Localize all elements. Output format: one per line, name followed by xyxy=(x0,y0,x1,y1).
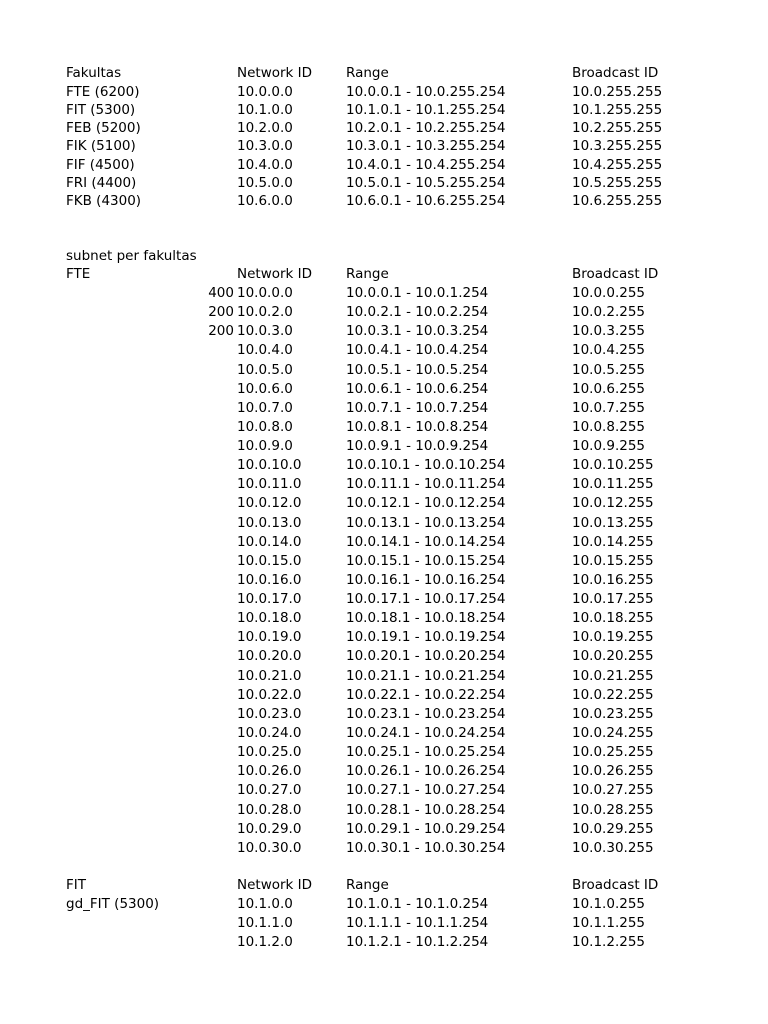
table-row xyxy=(0,686,768,705)
col-header-range: Range xyxy=(346,65,389,81)
table-row xyxy=(0,781,768,800)
cell-range: 10.1.0.1 - 10.1.255.254 xyxy=(346,101,506,118)
cell-broadcast-id: 10.0.28.255 xyxy=(572,801,654,818)
cell-broadcast-id: 10.0.30.255 xyxy=(572,839,654,856)
cell-broadcast-id: 10.0.3.255 xyxy=(572,323,645,340)
cell-network-id: 10.1.0.0 xyxy=(237,101,293,118)
cell-range: 10.0.11.1 - 10.0.11.254 xyxy=(346,476,506,493)
cell-broadcast-id: 10.0.24.255 xyxy=(572,724,654,741)
cell-broadcast-id: 10.0.13.255 xyxy=(572,514,654,531)
cell-broadcast-id: 10.0.4.255 xyxy=(572,342,645,359)
fte-label: FTE xyxy=(66,266,91,282)
table-row xyxy=(0,361,768,380)
cell-network-id: 10.0.5.0 xyxy=(237,361,293,378)
table-row xyxy=(0,514,768,533)
cell-network-id: 10.0.3.0 xyxy=(237,323,293,340)
cell-broadcast-id: 10.0.18.255 xyxy=(572,610,654,627)
table-row xyxy=(0,418,768,437)
cell-range: 10.0.27.1 - 10.0.27.254 xyxy=(346,782,506,799)
cell-range: 10.0.5.1 - 10.0.5.254 xyxy=(346,361,489,378)
table-row xyxy=(0,322,768,341)
col-header-network-id: Network ID xyxy=(237,266,313,282)
cell-range: 10.0.19.1 - 10.0.19.254 xyxy=(346,629,506,646)
cell-broadcast-id: 10.0.15.255 xyxy=(572,552,654,569)
cell-broadcast-id: 10.0.6.255 xyxy=(572,380,645,397)
table-row xyxy=(0,475,768,494)
cell-range: 10.0.14.1 - 10.0.14.254 xyxy=(346,533,506,550)
cell-network-id: 10.0.14.0 xyxy=(237,533,302,550)
cell-range: 10.6.0.1 - 10.6.255.254 xyxy=(346,193,506,210)
cell-network-id: 10.0.8.0 xyxy=(237,418,293,435)
cell-faculty: FKB (4300) xyxy=(66,193,142,210)
cell-network-id: 10.0.24.0 xyxy=(237,724,302,741)
cell-range: 10.0.23.1 - 10.0.23.254 xyxy=(346,705,506,722)
cell-range: 10.1.0.1 - 10.1.0.254 xyxy=(346,896,489,912)
cell-network-id: 10.0.18.0 xyxy=(237,610,302,627)
table-row xyxy=(0,647,768,666)
cell-broadcast-id: 10.0.7.255 xyxy=(572,399,645,416)
cell-network-id: 10.0.4.0 xyxy=(237,342,293,359)
cell-range: 10.1.2.1 - 10.1.2.254 xyxy=(346,934,489,950)
cell-network-id: 10.0.13.0 xyxy=(237,514,302,531)
cell-range: 10.0.3.1 - 10.0.3.254 xyxy=(346,323,489,340)
table-row xyxy=(0,801,768,820)
table-row xyxy=(0,724,768,743)
cell-broadcast-id: 10.2.255.255 xyxy=(572,120,663,137)
cell-broadcast-id: 10.0.0.255 xyxy=(572,285,645,301)
col-header-network-id: Network ID xyxy=(237,65,313,81)
col-header-range: Range xyxy=(346,877,389,893)
cell-range: 10.0.20.1 - 10.0.20.254 xyxy=(346,648,506,665)
table-row xyxy=(0,895,768,914)
col-header-broadcast-id: Broadcast ID xyxy=(572,65,659,81)
cell-broadcast-id: 10.3.255.255 xyxy=(572,138,663,155)
table-row xyxy=(0,284,768,303)
cell-broadcast-id: 10.0.21.255 xyxy=(572,667,654,684)
cell-network-id: 10.1.0.0 xyxy=(237,896,293,912)
cell-broadcast-id: 10.0.19.255 xyxy=(572,629,654,646)
fte-header-row xyxy=(0,265,768,284)
cell-range: 10.2.0.1 - 10.2.255.254 xyxy=(346,120,506,137)
cell-network-id: 10.1.2.0 xyxy=(237,934,293,950)
cell-network-id: 10.0.9.0 xyxy=(237,438,293,455)
table-row xyxy=(0,839,768,858)
cell-broadcast-id: 10.0.20.255 xyxy=(572,648,654,665)
cell-range: 10.0.22.1 - 10.0.22.254 xyxy=(346,686,506,703)
cell-broadcast-id: 10.0.17.255 xyxy=(572,591,654,608)
table-row xyxy=(0,743,768,762)
cell-range: 10.0.15.1 - 10.0.15.254 xyxy=(346,552,506,569)
cell-network-id: 10.6.0.0 xyxy=(237,193,293,210)
cell-broadcast-id: 10.0.11.255 xyxy=(572,476,654,493)
cell-network-id: 10.0.26.0 xyxy=(237,763,302,780)
cell-network-id: 10.0.25.0 xyxy=(237,744,302,761)
cell-range: 10.0.10.1 - 10.0.10.254 xyxy=(346,457,506,474)
table-row xyxy=(0,156,768,175)
table-row xyxy=(0,494,768,513)
cell-range: 10.0.16.1 - 10.0.16.254 xyxy=(346,571,506,588)
cell-network-id: 10.0.16.0 xyxy=(237,571,302,588)
cell-network-id: 10.0.0.0 xyxy=(237,285,293,301)
cell-broadcast-id: 10.5.255.255 xyxy=(572,175,663,191)
cell-host-count: 200 xyxy=(208,323,234,340)
cell-range: 10.0.30.1 - 10.0.30.254 xyxy=(346,839,506,856)
cell-broadcast-id: 10.0.29.255 xyxy=(572,820,654,837)
cell-range: 10.4.0.1 - 10.4.255.254 xyxy=(346,156,506,173)
cell-range: 10.1.1.1 - 10.1.1.254 xyxy=(346,915,489,931)
cell-network-id: 10.0.17.0 xyxy=(237,591,302,608)
cell-broadcast-id: 10.0.10.255 xyxy=(572,457,654,474)
cell-faculty: FIF (4500) xyxy=(66,156,135,173)
table-row xyxy=(0,762,768,781)
cell-network-id: 10.3.0.0 xyxy=(237,138,293,155)
cell-network-id: 10.0.2.0 xyxy=(237,304,293,321)
cell-broadcast-id: 10.1.2.255 xyxy=(572,934,645,950)
table-row xyxy=(0,628,768,647)
cell-range: 10.0.13.1 - 10.0.13.254 xyxy=(346,514,506,531)
cell-network-id: 10.0.6.0 xyxy=(237,380,293,397)
cell-range: 10.0.21.1 - 10.0.21.254 xyxy=(346,667,506,684)
cell-network-id: 10.0.20.0 xyxy=(237,648,302,665)
cell-host-count: 200 xyxy=(208,304,234,321)
cell-broadcast-id: 10.4.255.255 xyxy=(572,156,663,173)
cell-range: 10.0.8.1 - 10.0.8.254 xyxy=(346,418,489,435)
cell-network-id: 10.0.22.0 xyxy=(237,686,302,703)
cell-broadcast-id: 10.1.255.255 xyxy=(572,101,663,118)
col-header-broadcast-id: Broadcast ID xyxy=(572,877,659,893)
cell-range: 10.0.6.1 - 10.0.6.254 xyxy=(346,380,489,397)
table-row xyxy=(0,437,768,456)
table-row xyxy=(0,533,768,552)
fit-header-row xyxy=(0,876,768,895)
table-row xyxy=(0,456,768,475)
cell-network-id: 10.5.0.0 xyxy=(237,175,293,191)
cell-faculty: FIT (5300) xyxy=(66,101,136,118)
cell-range: 10.0.29.1 - 10.0.29.254 xyxy=(346,820,506,837)
cell-faculty: FIK (5100) xyxy=(66,138,136,155)
cell-network-id: 10.0.15.0 xyxy=(237,552,302,569)
table-row xyxy=(0,137,768,156)
cell-broadcast-id: 10.0.27.255 xyxy=(572,782,654,799)
cell-broadcast-id: 10.0.255.255 xyxy=(572,83,663,100)
cell-range: 10.0.18.1 - 10.0.18.254 xyxy=(346,610,506,627)
cell-broadcast-id: 10.0.26.255 xyxy=(572,763,654,780)
cell-range: 10.0.2.1 - 10.0.2.254 xyxy=(346,304,489,321)
cell-network-id: 10.0.10.0 xyxy=(237,457,302,474)
cell-host-count: 400 xyxy=(208,285,234,301)
col-header-range: Range xyxy=(346,266,389,282)
table-row xyxy=(0,571,768,590)
cell-network-id: 10.1.1.0 xyxy=(237,915,293,931)
col-header-fakultas: Fakultas xyxy=(66,65,122,81)
cell-faculty: FTE (6200) xyxy=(66,83,140,100)
cell-range: 10.0.17.1 - 10.0.17.254 xyxy=(346,591,506,608)
cell-broadcast-id: 10.0.5.255 xyxy=(572,361,645,378)
cell-network-id: 10.2.0.0 xyxy=(237,120,293,137)
cell-network-id: 10.0.23.0 xyxy=(237,705,302,722)
col-header-network-id: Network ID xyxy=(237,877,313,893)
table-row xyxy=(0,380,768,399)
table-row xyxy=(0,174,768,193)
table-row xyxy=(0,119,768,138)
table-row xyxy=(0,83,768,102)
cell-broadcast-id: 10.6.255.255 xyxy=(572,193,663,210)
table-row xyxy=(0,552,768,571)
cell-range: 10.0.24.1 - 10.0.24.254 xyxy=(346,724,506,741)
cell-network-id: 10.0.0.0 xyxy=(237,83,293,100)
cell-broadcast-id: 10.0.12.255 xyxy=(572,495,654,512)
cell-network-id: 10.0.29.0 xyxy=(237,820,302,837)
cell-broadcast-id: 10.0.14.255 xyxy=(572,533,654,550)
cell-range: 10.0.26.1 - 10.0.26.254 xyxy=(346,763,506,780)
table-row xyxy=(0,933,768,952)
table-row xyxy=(0,399,768,418)
cell-faculty: FEB (5200) xyxy=(66,120,141,137)
subnet-section-title: subnet per fakultas xyxy=(66,248,197,264)
cell-network-id: 10.4.0.0 xyxy=(237,156,293,173)
col-header-broadcast-id: Broadcast ID xyxy=(572,266,659,282)
cell-broadcast-id: 10.0.16.255 xyxy=(572,571,654,588)
cell-range: 10.0.25.1 - 10.0.25.254 xyxy=(346,744,506,761)
cell-range: 10.0.7.1 - 10.0.7.254 xyxy=(346,399,489,416)
fit-label: FIT xyxy=(66,877,86,893)
cell-range: 10.0.12.1 - 10.0.12.254 xyxy=(346,495,506,512)
cell-broadcast-id: 10.0.23.255 xyxy=(572,705,654,722)
table-row xyxy=(0,667,768,686)
table-row xyxy=(0,820,768,839)
cell-subnet-name: gd_FIT (5300) xyxy=(66,896,160,912)
cell-range: 10.0.28.1 - 10.0.28.254 xyxy=(346,801,506,818)
table-row xyxy=(0,705,768,724)
cell-network-id: 10.0.21.0 xyxy=(237,667,302,684)
cell-broadcast-id: 10.0.9.255 xyxy=(572,438,645,455)
cell-range: 10.0.0.1 - 10.0.255.254 xyxy=(346,83,506,100)
table-row xyxy=(0,914,768,933)
cell-range: 10.5.0.1 - 10.5.255.254 xyxy=(346,175,506,191)
cell-broadcast-id: 10.0.8.255 xyxy=(572,418,645,435)
cell-network-id: 10.0.12.0 xyxy=(237,495,302,512)
cell-broadcast-id: 10.0.25.255 xyxy=(572,744,654,761)
cell-range: 10.0.9.1 - 10.0.9.254 xyxy=(346,438,489,455)
cell-broadcast-id: 10.1.1.255 xyxy=(572,915,645,931)
cell-range: 10.0.0.1 - 10.0.1.254 xyxy=(346,285,489,301)
table-row xyxy=(0,303,768,322)
cell-range: 10.3.0.1 - 10.3.255.254 xyxy=(346,138,506,155)
cell-broadcast-id: 10.0.22.255 xyxy=(572,686,654,703)
cell-broadcast-id: 10.1.0.255 xyxy=(572,896,645,912)
cell-network-id: 10.0.28.0 xyxy=(237,801,302,818)
cell-network-id: 10.0.19.0 xyxy=(237,629,302,646)
table-row xyxy=(0,341,768,360)
cell-network-id: 10.0.11.0 xyxy=(237,476,302,493)
cell-network-id: 10.0.30.0 xyxy=(237,839,302,856)
table-row xyxy=(0,192,768,211)
cell-broadcast-id: 10.0.2.255 xyxy=(572,304,645,321)
faculty-header-row xyxy=(0,64,768,83)
cell-network-id: 10.0.7.0 xyxy=(237,399,293,416)
table-row xyxy=(0,590,768,609)
cell-network-id: 10.0.27.0 xyxy=(237,782,302,799)
cell-range: 10.0.4.1 - 10.0.4.254 xyxy=(346,342,489,359)
cell-faculty: FRI (4400) xyxy=(66,175,137,191)
table-row xyxy=(0,101,768,120)
table-row xyxy=(0,609,768,628)
